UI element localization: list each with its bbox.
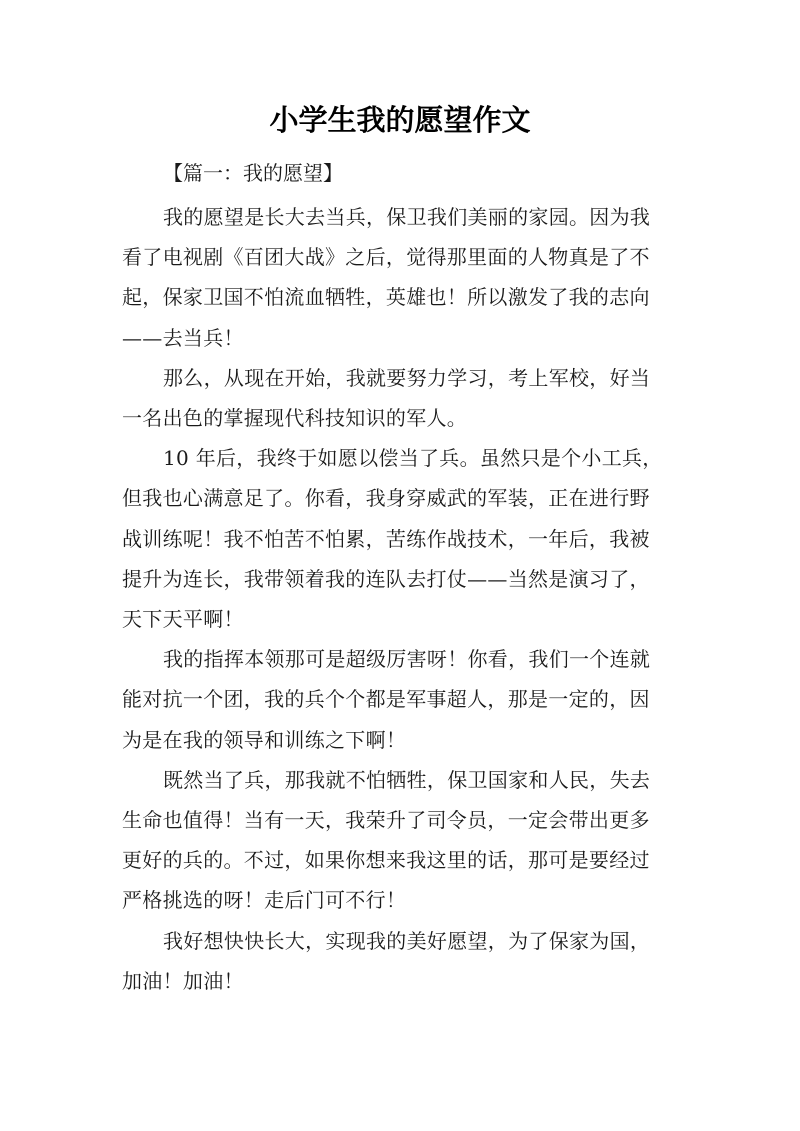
paragraph	[122, 358, 680, 438]
text-line: 我好想快快长大，实现我的美好愿望，为了保家为国，	[163, 928, 651, 953]
paragraph	[122, 438, 680, 639]
text-line: 加油！加油！	[122, 968, 244, 993]
text-line: 为是在我的领导和训练之下啊！	[122, 727, 407, 752]
text-line: 能对抗一个团，我的兵个个都是军事超人，那是一定的，因	[122, 687, 650, 712]
text-line: 看了电视剧《百团大战》之后，觉得那里面的人物真是了不	[122, 245, 650, 270]
text-line: 我的指挥本领那可是超级厉害呀！你看，我们一个连就	[163, 647, 651, 672]
text-line: 一名出色的掌握现代科技知识的军人。	[122, 406, 468, 431]
essay-body	[122, 197, 680, 1001]
text-line: 起，保家卫国不怕流血牺牲，英雄也！所以激发了我的志向	[122, 285, 650, 310]
text-line: 既然当了兵，那我就不怕牺牲，保卫国家和人民，失去	[163, 767, 651, 792]
text-line: 更好的兵的。不过，如果你想来我这里的话，那可是要经过	[122, 848, 650, 873]
text-line: 那么，从现在开始，我就要努力学习，考上军校，好当	[163, 365, 651, 390]
paragraph	[122, 760, 680, 921]
text-line: 战训练呢！我不怕苦不怕累，苦练作战技术，一年后，我被	[122, 526, 650, 551]
page-title: 小学生我的愿望作文	[269, 103, 531, 137]
text-line: 但我也心满意足了。你看，我身穿威武的军装，正在进行野	[122, 486, 650, 511]
text-line: ——去当兵！	[122, 325, 244, 350]
paragraph	[122, 197, 680, 358]
text-line: 严格挑选的呀！走后门可不行！	[122, 888, 407, 913]
text-line: 10 年后，我终于如愿以偿当了兵。虽然只是个小工兵，	[163, 446, 663, 471]
paragraph	[122, 921, 680, 1001]
text-line: 生命也值得！当有一天，我荣升了司令员，一定会带出更多	[122, 808, 650, 833]
section-heading: 【篇一：我的愿望】	[163, 161, 343, 185]
paragraph	[122, 639, 680, 760]
text-line: 我的愿望是长大去当兵，保卫我们美丽的家园。因为我	[163, 205, 651, 229]
text-line: 天下天平啊！	[122, 607, 244, 632]
text-line: 提升为连长，我带领着我的连队去打仗——当然是演习了，	[122, 566, 650, 591]
